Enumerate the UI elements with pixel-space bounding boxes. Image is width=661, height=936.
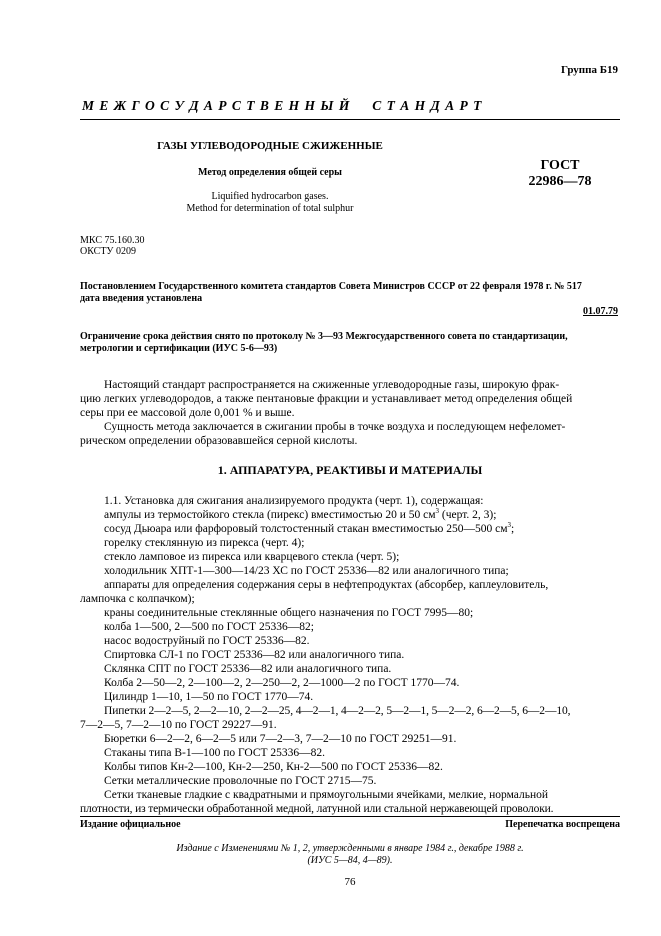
intro-p2-line1: Сущность метода заключается в сжигании пробы в точке воздуха и последующем нефеломет- [104, 421, 566, 433]
footer-rule [80, 816, 620, 817]
s1-line-tail: ; [511, 523, 515, 535]
s1-line: Цилиндр 1—10, 1—50 по ГОСТ 1770—74. [104, 691, 314, 703]
s1-line: колба 1—500, 2—500 по ГОСТ 25336—82; [104, 621, 314, 633]
mks-code: МКС 75.160.30 [80, 235, 145, 246]
s1-line: холодильник ХПТ-1—300—14/23 ХС по ГОСТ 25336—82 или аналогичного типа; [104, 565, 509, 577]
title-ru-sub: Метод определения общей серы [198, 167, 342, 178]
s1-line: аппараты для определения содержания серы в нефтепродуктах (абсорбер, каплеуловитель, [104, 579, 549, 591]
intro-p2-line2: рическом определении образовавшейся серной кислоты. [80, 435, 358, 447]
intro-p1-line1: Настоящий стандарт распространяется на сжиженные углеводородные газы, широкую фрак- [104, 379, 560, 391]
s1-line: Стаканы типа В-1—100 по ГОСТ 25336—82. [104, 747, 326, 759]
okstu-code: ОКСТУ 0209 [80, 246, 137, 257]
s1-line: краны соединительные стеклянные общего назначения по ГОСТ 7995—80; [104, 607, 474, 619]
s1-line: насос водоструйный по ГОСТ 25336—82. [104, 635, 310, 647]
intro-p1-line3: серы при ее массовой доле 0,001 % и выше. [80, 407, 295, 419]
s1-line: 7—2—5, 7—2—10 по ГОСТ 29227—91. [80, 719, 277, 731]
s1-line-ampoules [104, 508, 496, 522]
s1-line: Склянка СПТ по ГОСТ 25336—82 или аналогичного типа. [104, 663, 392, 675]
s1-line-text: сосуд Дьюара или фарфоровый толстостенный стакан вместимостью 250—500 см [104, 523, 508, 535]
s1-line: лампочка с колпачком); [80, 593, 195, 605]
s1-line: Сетки тканевые гладкие с квадратными и прямоугольными ячейками, мелкие, нормальной [104, 789, 549, 801]
s1-line: Колба 2—50—2, 2—100—2, 2—250—2, 2—1000—2 по ГОСТ 1770—74. [104, 677, 460, 689]
edition-note-line1: Издание с Изменениями № 1, 2, утвержденными в январе 1984 г., декабре 1988 г. [176, 843, 524, 854]
gost-label: ГОСТ [540, 158, 580, 173]
gost-number: 22986—78 [528, 174, 592, 189]
s1-line: Пипетки 2—2—5, 2—2—10, 2—2—25, 4—2—1, 4—2—2, 5—2—1, 5—2—2, 6—2—5, 6—2—10, [104, 705, 571, 717]
s1-line: Бюретки 6—2—2, 6—2—5 или 7—2—3, 7—2—10 по ГОСТ 29251—91. [104, 733, 457, 745]
restriction-line1: Ограничение срока действия снято по протоколу № 3—93 Межгосударственного совета по стандартизации, [80, 331, 568, 342]
s1-line: 1.1. Установка для сжигания анализируемого продукта (черт. 1), содержащая: [104, 495, 484, 507]
official-edition: Издание официальное [80, 819, 181, 830]
interstate-standard-banner: М Е Ж Г О С У Д А Р С Т В Е Н Н Ы Й С Т А Н Д А Р Т [82, 98, 483, 113]
s1-line: стекло ламповое из пирекса или кварцевого стекла (черт. 5); [104, 551, 400, 563]
s1-sup: 3 [435, 507, 440, 516]
section1-heading: 1. АППАРАТУРА, РЕАКТИВЫ И МАТЕРИАЛЫ [217, 463, 483, 477]
group-label: Группа Б19 [561, 64, 618, 76]
s1-line: Колбы типов Кн-2—100, Кн-2—250, Кн-2—500 по ГОСТ 25336—82. [104, 761, 443, 773]
restriction-line2: метрологии и сертификации (ИУС 5-6—93) [80, 343, 278, 354]
s1-line-tail: (черт. 2, 3); [439, 509, 497, 521]
s1-line: Сетки металлические проволочные по ГОСТ 2715—75. [104, 775, 377, 787]
decree-line1: Постановлением Государственного комитета стандартов Совета Министров СССР от 22 февраля 1978 г. № 517 [80, 281, 582, 292]
s1-line-dewar [104, 522, 514, 536]
title-en-line2: Method for determination of total sulphur [186, 203, 354, 214]
s1-sup: 3 [507, 521, 512, 530]
s1-line: плотности, из термически обработанной медной, латунной или стальной нержавеющей проволоки. [80, 803, 554, 815]
title-en-line1: Liquified hydrocarbon gases. [211, 191, 329, 202]
s1-line-text: ампулы из термостойкого стекла (пирекс) вместимостью 20 и 50 см [104, 509, 436, 521]
decree-line2: дата введения установлена [80, 293, 203, 304]
title-ru-main: ГАЗЫ УГЛЕВОДОРОДНЫЕ СЖИЖЕННЫЕ [157, 140, 383, 152]
intro-p1-line2: цию легких углеводородов, а также пентановые фракции и устанавливает метод определения общей [80, 393, 573, 405]
header-rule [80, 119, 620, 120]
s1-line: горелку стеклянную из пирекса (черт. 4); [104, 537, 305, 549]
decree-date: 01.07.79 [583, 306, 618, 317]
reprint-forbidden: Перепечатка воспрещена [505, 819, 620, 830]
edition-note-line2: (ИУС 5—84, 4—89). [307, 855, 393, 866]
page-number: 76 [344, 876, 356, 888]
s1-line: Спиртовка СЛ-1 по ГОСТ 25336—82 или аналогичного типа. [104, 649, 405, 661]
